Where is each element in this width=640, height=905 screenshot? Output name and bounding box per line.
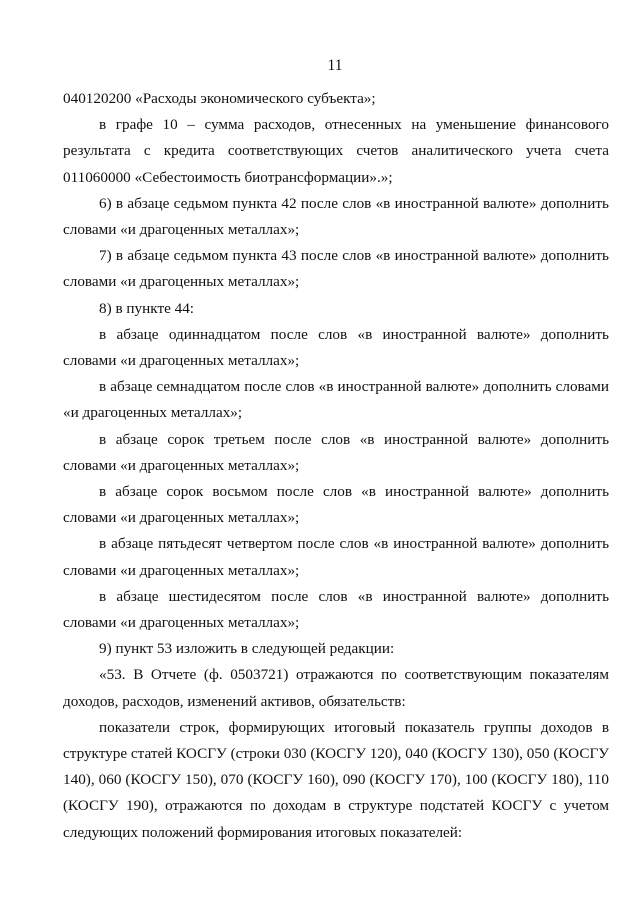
paragraph: показатели строк, формирующих итоговый показатель группы доходов в структуре статей КОСГУ (строки 030 (КОСГУ 120), 040 (КОСГУ 130), 050 (КОСГУ 140), 060 (КОСГУ 150), 070 (КОСГУ 160), 090 (КОСГУ 170), 100 (КОСГУ 180), 110 (КОСГУ 190), отражаются по доходам в структуре подстатей КОСГУ с учетом следующих положений формирования итоговых показателей: (63, 718, 609, 841)
paragraph: 8) в пункте 44: (99, 299, 195, 317)
paragraph: 7) в абзаце седьмом пункта 43 после слов «в иностранной валюте» дополнить словами «и драгоценных металлах»; (63, 247, 609, 291)
paragraph: 040120200 «Расходы экономического субъекта»; (63, 90, 376, 107)
document-body (63, 86, 609, 846)
paragraph: в абзаце пятьдесят четвертом после слов «в иностранной валюте» дополнить словами «и драгоценных металлах»; (63, 535, 609, 579)
paragraph: 9) пункт 53 изложить в следующей редакции: (99, 640, 395, 658)
paragraph: в абзаце сорок восьмом после слов «в иностранной валюте» дополнить словами «и драгоценных металлах»; (63, 483, 609, 527)
paragraph: в графе 10 – сумма расходов, отнесенных на уменьшение финансового результата с кредита соответствующих счетов аналитического учета счета 011060000 «Себестоимость биотрансформации».»; (63, 116, 609, 186)
page-number: 11 (327, 57, 343, 74)
paragraph: 6) в абзаце седьмом пункта 42 после слов «в иностранной валюте» дополнить словами «и драгоценных металлах»; (63, 194, 609, 239)
paragraph: в абзаце шестидесятом после слов «в иностранной валюте» дополнить словами «и драгоценных металлах»; (63, 587, 609, 632)
paragraph: в абзаце семнадцатом после слов «в иностранной валюте» дополнить словами «и драгоценных металлах»; (63, 378, 609, 422)
paragraph: в абзаце сорок третьем после слов «в иностранной валюте» дополнить словами «и драгоценных металлах»; (63, 430, 609, 474)
paragraph: в абзаце одиннадцатом после слов «в иностранной валюте» дополнить словами «и драгоценных металлах»; (63, 325, 609, 370)
paragraph: «53. В Отчете (ф. 0503721) отражаются по соответствующим показателям доходов, расходов, изменений активов, обязательств: (63, 666, 609, 710)
